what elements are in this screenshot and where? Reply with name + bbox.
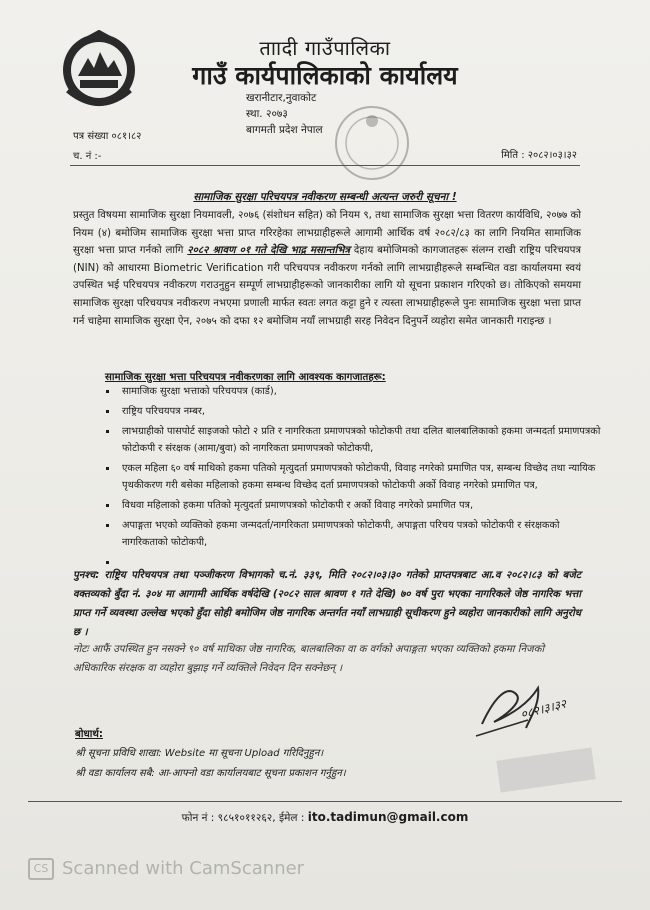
documents-heading: सामाजिक सुरक्षा भत्ता परिचयपत्र नवीकरणका लागि आवश्यक कागजातहरू: xyxy=(105,372,386,383)
scanner-watermark xyxy=(28,858,304,880)
faded-stamp xyxy=(496,747,596,792)
postscript-paragraph: पुनश्च: राष्ट्रिय परिचयपत्र तथा पञ्जीकरण विभागको च.नं. ३३९, मिति २०८२।०३।३० गतेको प्राप्तपत्रबाट आ.व २०८२।८३ को बजेट वक्तव्यको बुँदा नं. ३०४ मा आगामी आर्थिक वर्षदेखि (२०८२ साल श्रावण १ गते देखि) ७० वर्ष पुरा भएका नागरिकले जेष्ठ नागरिक भत्ता प्राप्त गर्ने व्यवस्था उल्लेख भएको हुँदा सोही बमोजिम जेष्ठ नागरिक अन्तर्गत नयाँ लाभग्राही सूचीकरण हुने व्यहोरा जानकारीको लागि अनुरोध छ । xyxy=(73,570,581,638)
deadline-highlight: २०८२ श्रावण ०१ गते देखि भाद्र मसान्तभित्र xyxy=(187,245,351,257)
cc-label: बोधार्थ: xyxy=(75,729,103,740)
body-text-b: देहाय बमोजिमको कागजातहरू संलग्न राखी राष्ट्रिय परिचयपत्र (NIN) को आधारमा Biometric Verification गरी परिचयपत्र नवीकरण गर्नको लागि लाभग्राहीहरूले सम्बन्धित वडा कार्यालयमा स्वयं उपस्थित भई परिचयपत्र नवीकरण गराउनुहुन सम्पूर्ण लाभग्राहीहरूको जानकारीका लागि यो सूचना प्रकाशन गरिएको छ। तोकिएको समयमा सामाजिक सुरक्षा परिचयपत्र नवीकरण नभएमा प्रणाली मार्फत स्वतः लगत कट्टा हुने र त्यस्ता लाभग्राहीहरूले पुनः सामाजिक सुरक्षा भत्ता प्राप्त गर्न चाहेमा सामाजिक सुरक्षा ऐन, २०७५ को दफा १२ बमोजिम नयाँ लाभग्राही सरह निवेदन दिनुपर्ने व्यहोरा समेत जानकारी गराइन्छ । xyxy=(73,245,582,327)
list-item: ▪ विधवा महिलाको हकमा पतिको मृत्युदर्ता प्रमाणपत्रको फोटोकपी र अर्को विवाह नगरेको प्रमाणित पत्र, xyxy=(118,497,608,514)
cc-line-1: श्री सूचना प्रविधि शाखा: Website मा सूचना Upload गरिदिनुहुन। xyxy=(75,748,324,759)
municipality-name: ताादी गाउँपालिका xyxy=(259,36,391,60)
note-paragraph: नोटः आफैं उपस्थित हुन नसक्ने ९० वर्ष माथिका जेष्ठ नागरिक, बालबालिका वा क वर्गको अपाङ्गता भएका व्यक्तिको हकमा निजको अधिकारिक संरक्षक वा व्यहोरा बुझाइ गर्ने व्यक्तिले निवेदन दिन सक्नेछन् । xyxy=(73,644,545,674)
address-line-2: स्था. २०७३ xyxy=(246,108,288,120)
office-seal-stamp xyxy=(332,103,412,183)
list-item: ▪ एकल महिला ६० वर्ष माथिको हकमा पतिको मृत्युदर्ता प्रमाणपत्रको फोटोकपी, विवाह नगरेको प्रमाणित पत्र, सम्बन्ध विच्छेद तथा न्यायिक पृथकीकरण गरी बसेका महिलाको हकमा सम्बन्ध विच्छेद दर्ता प्रमाणपत्रको फोटोकपी अर्को विवाह नगरेको प्रमाणित पत्र, xyxy=(118,460,608,494)
documents-list xyxy=(90,383,608,574)
list-item: ▪ लाभग्राहीको पासपोर्ट साइजको फोटो २ प्रति र नागरिकता प्रमाणपत्रको फोटोकपी तथा दलित बालबालिकाको हकमा जन्मदर्ता प्रमाणपत्रको फोटोकपी र संरक्षक (आमा/बुवा) को नागरिकता प्रमाणपत्रको फोटोकपी, xyxy=(118,423,608,457)
watermark-text: Scanned with CamScanner xyxy=(62,858,305,879)
signature-date: ०८२।३।३२ xyxy=(519,696,568,722)
dispatch-number: च. नं :- xyxy=(73,151,102,162)
reference-number: पत्र संख्या ०८१।८२ xyxy=(73,131,142,142)
address-line-1: खरानीटार,नुवाकोट xyxy=(246,92,317,104)
address-line-3: बागमती प्रदेश नेपाल xyxy=(246,124,323,136)
footer-email-label: ईमेल : xyxy=(278,812,305,824)
office-title: गाउँ कार्यपालिकाको कार्यालय xyxy=(192,61,458,90)
notice-date: मिति : २०८२।०३।३२ xyxy=(501,150,577,161)
list-item: ▪ राष्ट्रिय परिचयपत्र नम्बर, xyxy=(118,403,608,420)
footer-phone: फोन नं : ९८५१०११२६२, xyxy=(181,812,276,824)
body-text-a: प्रस्तुत विषयमा सामाजिक सुरक्षा नियमावली, २०७६ (संशोधन सहित) को नियम ९, तथा सामाजिक सुरक्षा भत्ता वितरण कार्यविधि, २०७७ को नियम (४) बमोजिम सामाजिक सुरक्षा भत्ता प्राप्त गरिरहेका लाभग्राहीहरूले आगामी आर्थिक वर्ष २०८२/८३ का लागि नियमित सामाजिक सुरक्षा भत्ता प्राप्त गर्नको लागि xyxy=(73,210,581,257)
camscanner-icon: CS xyxy=(28,858,54,880)
notice-subject: सामाजिक सुरक्षा परिचयपत्र नवीकरण सम्बन्धी अत्यन्त जरुरी सूचना ! xyxy=(193,191,457,203)
footer-divider xyxy=(28,801,622,802)
list-item: ▪ अपाङ्गता भएको व्यक्तिको हकमा जन्मदर्ता/नागरिकता प्रमाणपत्रको फोटोकपी, अपाङ्गता परिचय पत्रको फोटोकपी र संरक्षकको नागरिकताको फोटोकपी, xyxy=(118,517,608,551)
list-item: ▪ सामाजिक सुरक्षा भत्ताको परिचयपत्र (कार्ड), xyxy=(118,383,608,400)
footer-email: ito.tadimun@gmail.com xyxy=(307,810,469,824)
header-divider xyxy=(70,165,580,166)
footer-contact xyxy=(0,810,650,825)
notice-body xyxy=(73,207,581,330)
cc-line-2: श्री वडा कार्यालय सबै: आ-आफ्नो वडा कार्यालयबाट सूचना प्रकाशन गर्नुहुन। xyxy=(75,768,346,779)
